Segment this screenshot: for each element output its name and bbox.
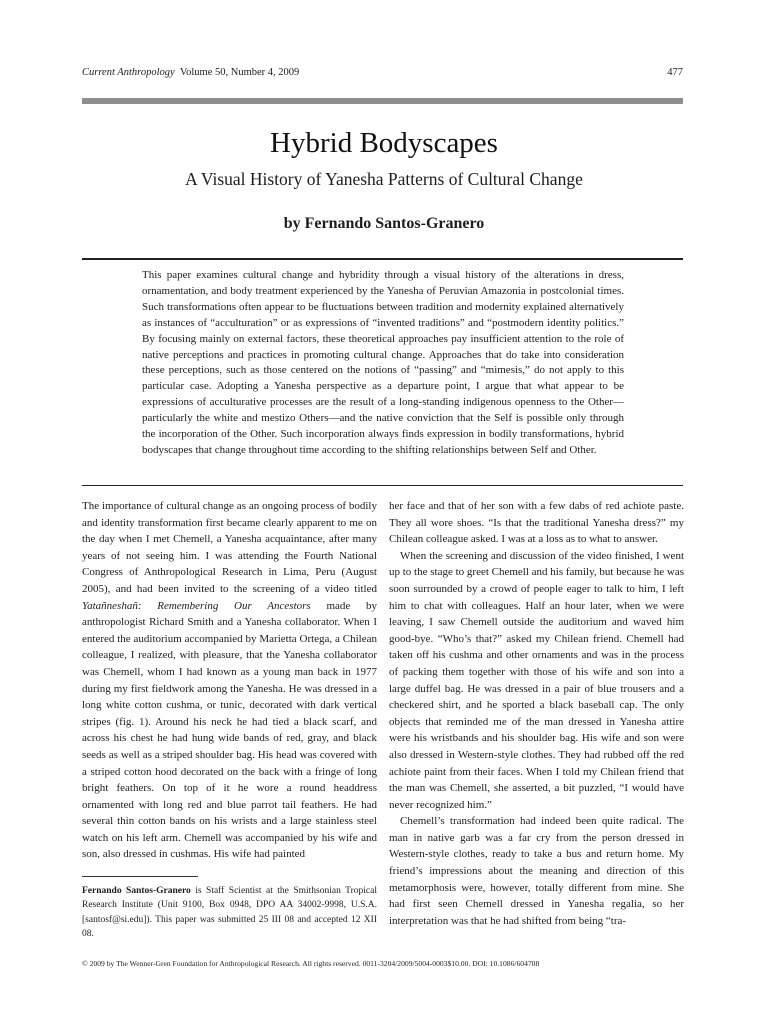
footnote-author: Fernando Santos-Granero bbox=[82, 886, 191, 896]
page-number: 477 bbox=[667, 67, 683, 78]
volume-issue: Volume 50, Number 4, 2009 bbox=[179, 67, 300, 78]
body-paragraph: Chemell’s transformation had indeed been quite radical. The man in native garb was a far cry from the person dressed in Western-style clothes, ready to take a bus and return home. My friend’s impressions about the meaning and direction of this metamorphosis were, however, totally different from mine. She had first seen Chemell dressed in Yanesha regalia, so her interpretation was that he had shifted from being “tra- bbox=[389, 815, 684, 927]
abstract-bottom-rule bbox=[82, 485, 683, 486]
footnote-text: is Staff Scientist at the Smithsonian Tropical Research Institute (Unit 9100, Box 0948, DPO AA 34002-9998, U.S.A. [santosf@si.edu]). This paper was submitted 25 III 08 and accepted 12 XII 08. bbox=[82, 886, 377, 940]
body-text: The importance of cultural change as an ongoing process of bodily and identity transformation first became clearly apparent to me on the day when I met Chemell, a Yanesha acquaintance, after many years of not seeing him. I was attending the Fourth National Congress of Anthropological Research in Lima, Peru (August 2005), and had been invited to the screening of a video titled bbox=[82, 500, 377, 595]
article-title: Hybrid Bodyscapes bbox=[270, 127, 498, 159]
body-paragraph bbox=[82, 498, 377, 863]
footnote-rule bbox=[82, 876, 198, 877]
header-rule bbox=[82, 98, 683, 104]
author-footnote bbox=[82, 884, 377, 942]
journal-citation bbox=[82, 66, 299, 80]
body-text: made by anthropologist Richard Smith and a Yanesha collaborator. When I entered the auditorium accompanied by Marietta Ortega, a Chilean colleague, I realized, with pleasure, that the Yanesha collaborator was Chemell, whom I had known as a young man back in 1977 during my first fieldwork among the Yanesha. He was dressed in a long white cotton cushma, or tunic, decorated with dark vertical stripes (fig. 1). Around his neck he had tied a black scarf, and across his chest he had hung wide bands of red, gray, and black seeds as well as a striped shoulder bag. His head was covered with a striped cotton hood decorated on the back with a fringe of long bright feathers. On top of it he wore a round headdress ornamented with long red and blue parrot tail feathers. He had several thin cotton bands on his wrists and a large stainless steel watch on his left arm. Chemell was accompanied by his wife and son, also dressed in cushmas. His wife had painted bbox=[82, 599, 377, 861]
video-title: Yatañneshañ: Remembering Our Ancestors bbox=[82, 599, 311, 612]
abstract-top-rule bbox=[82, 258, 683, 260]
body-paragraph: When the screening and discussion of the video finished, I went up to the stage to greet Chemell and his family, but because he was soon surrounded by a crowd of people eager to talk to him, I left him to chat with colleagues. Half an hour later, when we were leaving, I saw Chemell outside the auditorium and waved him good-bye. “Who’s that?” asked my Chilean friend. Chemell had taken off his cushma and other ornaments and was in the process of packing them together with those of his wife and son into a large duffel bag. He was dressed in a pair of blue trousers and a checkered shirt, and he sported a black baseball cap. The only objects that reminded me of the man dressed in Yanesha attire were his wristbands and his shoulder bag. His wife and son were also dressed in Western-style clothes. They had rubbed off the red achiote paint from their faces. When I told my Chilean friend that the man was Chemell, she asserted, a bit puzzled, “I would have never recognized him.” bbox=[389, 549, 684, 811]
article-subtitle: A Visual History of Yanesha Patterns of Cultural Change bbox=[185, 169, 583, 189]
right-column bbox=[389, 498, 684, 956]
running-header bbox=[82, 66, 683, 80]
abstract: This paper examines cultural change and hybridity through a visual history of the alterations in dress, ornamentation, and body treatment experienced by the Yanesha of Peruvian Amazonia in postcolonial times. Such transformations often appear to be fluctuations between tradition and modernity explained alternatively as instances of “acculturation” or as expressions of “invented traditions” and “postmodern identity politics.” By focusing mainly on external factors, these theoretical approaches pay insufficient attention to the role of native perceptions and practices in promoting cultural change. Approaches that do take into consideration these perceptions, such as those centered on the notions of “passing” and “mimesis,” do not apply to this particular case. Adopting a Yanesha perspective as a departure point, I argue that what appear to be expressions of acculturative processes are the result of a long-standing indigenous openness to the Other—particularly the white and mestizo Others—and the native conviction that the Self is possible only through the incorporation of the Other. Such incorporation always finds expression in bodily transformations, hybrid bodyscapes that change throughout time according to the shifting relationships between Self and Other. bbox=[142, 269, 624, 456]
body-paragraph: her face and that of her son with a few dabs of red achiote paste. They all wore shoes. “Is that the traditional Yanesha dress?” my Chilean colleague asked. I was at a loss as to what to answer. bbox=[389, 500, 684, 546]
copyright-notice: © 2009 by The Wenner-Gren Foundation for Anthropological Research. All rights reserved. 0011-3204/2009/5004-0003$10.00. DOI: 10.1086/604708 bbox=[82, 959, 540, 968]
journal-name: Current Anthropology bbox=[82, 67, 175, 78]
left-column bbox=[82, 498, 377, 870]
author-byline: by Fernando Santos-Granero bbox=[283, 215, 485, 232]
